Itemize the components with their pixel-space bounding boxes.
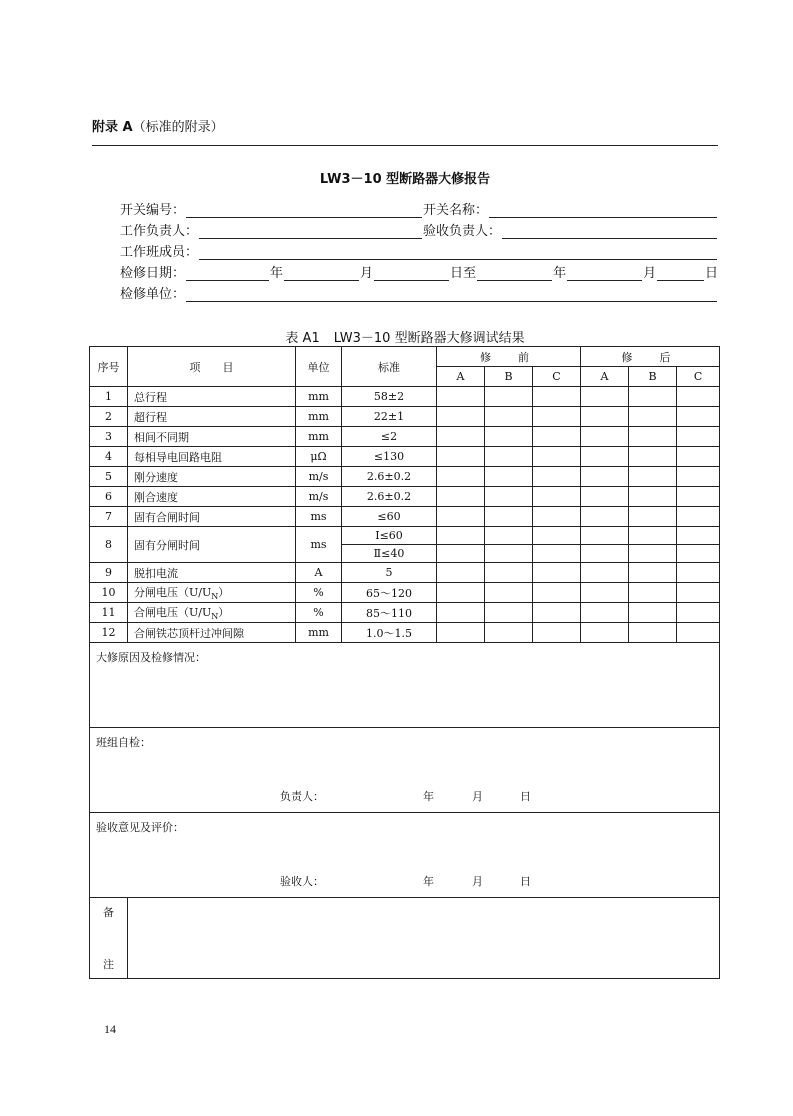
value-cell[interactable] [677, 527, 720, 545]
sign-month: 月 [472, 790, 483, 803]
row-std: 22±1 [342, 407, 437, 427]
row-unit: A [296, 563, 342, 583]
responsible-sign [280, 788, 324, 804]
unit-line[interactable] [186, 289, 717, 302]
value-cell[interactable] [629, 387, 677, 407]
value-cell[interactable] [581, 583, 629, 603]
row-std: 2.6±0.2 [342, 487, 437, 507]
value-cell[interactable] [629, 545, 677, 563]
row-unit: m/s [296, 467, 342, 487]
row-std: Ⅱ≤40 [342, 545, 437, 563]
row-no: 10 [90, 583, 128, 603]
row-item: 相间不同期 [128, 427, 296, 447]
value-cell[interactable] [581, 527, 629, 545]
value-cell[interactable] [629, 563, 677, 583]
acceptor-label: 验收人： [280, 875, 324, 888]
switch-no-label: 开关编号： [120, 203, 186, 218]
value-cell[interactable] [533, 387, 581, 407]
row-item [128, 583, 296, 603]
row-no: 4 [90, 447, 128, 467]
table-row [90, 427, 720, 447]
phase-c-after: C [677, 367, 720, 387]
value-cell[interactable] [677, 487, 720, 507]
value-cell[interactable] [533, 583, 581, 603]
row-unit: mm [296, 427, 342, 447]
row-unit: mm [296, 387, 342, 407]
page-number: 14 [104, 1022, 116, 1036]
value-cell[interactable] [533, 427, 581, 447]
value-cell[interactable] [437, 583, 485, 603]
value-cell[interactable] [437, 545, 485, 563]
accept-leader-line[interactable] [502, 226, 717, 239]
row-std: 85～110 [342, 603, 437, 623]
row-unit: m/s [296, 487, 342, 507]
row-no: 3 [90, 427, 128, 447]
value-cell[interactable] [485, 545, 533, 563]
value-cell[interactable] [677, 583, 720, 603]
sign-day: 日 [520, 790, 531, 803]
row-no: 8 [90, 527, 128, 563]
table-row [90, 407, 720, 427]
switch-name-label: 开关名称： [423, 203, 489, 218]
value-cell[interactable] [629, 467, 677, 487]
value-cell[interactable] [629, 487, 677, 507]
date-label: 检修日期： [120, 266, 186, 281]
value-cell[interactable] [533, 467, 581, 487]
start-year-line[interactable] [186, 268, 269, 281]
row-unit: mm [296, 623, 342, 643]
phase-c-before: C [533, 367, 581, 387]
value-cell[interactable] [533, 563, 581, 583]
self-check-label: 班组自检： [96, 736, 151, 749]
value-cell[interactable] [485, 487, 533, 507]
value-cell[interactable] [437, 387, 485, 407]
value-cell[interactable] [485, 563, 533, 583]
month-label: 月 [643, 266, 657, 281]
table-row [90, 527, 720, 545]
value-cell[interactable] [581, 387, 629, 407]
row-no: 1 [90, 387, 128, 407]
value-cell[interactable] [533, 545, 581, 563]
value-cell[interactable] [437, 487, 485, 507]
remark-char-1: 备 [103, 906, 114, 919]
header-row-1 [90, 347, 720, 367]
row-item-text: 合闸电压（U/U [134, 605, 212, 619]
value-cell[interactable] [629, 527, 677, 545]
year-label: 年 [270, 266, 284, 281]
value-cell[interactable] [533, 447, 581, 467]
value-cell[interactable] [533, 527, 581, 545]
appendix-label: 附录 A [92, 120, 133, 135]
row-unit: μΩ [296, 447, 342, 467]
crew-label: 工作班成员： [120, 245, 199, 260]
accept-leader-label: 验收负责人： [423, 224, 502, 239]
row-no: 11 [90, 603, 128, 623]
day-to-label: 日至 [450, 266, 477, 281]
value-cell[interactable] [677, 467, 720, 487]
report-title: LW3－10 型断路器大修报告 [319, 172, 491, 187]
value-cell[interactable] [677, 623, 720, 643]
work-leader-line[interactable] [199, 226, 422, 239]
row-item-sub: N [211, 612, 219, 622]
table-title: LW3－10 型断路器大修调试结果 [333, 331, 525, 346]
value-cell[interactable] [437, 563, 485, 583]
row-item: 刚合速度 [128, 487, 296, 507]
row-std: 2.6±0.2 [342, 467, 437, 487]
self-check-section [90, 728, 720, 813]
row-item: 合闸铁芯顶杆过冲间隙 [128, 623, 296, 643]
row-std: 5 [342, 563, 437, 583]
value-cell[interactable] [677, 603, 720, 623]
row-unit: % [296, 583, 342, 603]
switch-name-line[interactable] [489, 205, 717, 218]
acceptance-section [90, 813, 720, 898]
row-item: 每相导电回路电阻 [128, 447, 296, 467]
end-year-line[interactable] [477, 268, 552, 281]
phase-b-after: B [629, 367, 677, 387]
row-std: 65～120 [342, 583, 437, 603]
value-cell[interactable] [485, 447, 533, 467]
value-cell[interactable] [677, 545, 720, 563]
switch-no-line[interactable] [186, 205, 422, 218]
day-label: 日 [704, 266, 718, 281]
value-cell[interactable] [485, 623, 533, 643]
field-row-switch [120, 198, 718, 218]
row-no: 12 [90, 623, 128, 643]
start-month-line[interactable] [284, 268, 359, 281]
crew-line[interactable] [199, 247, 717, 260]
value-cell[interactable] [485, 467, 533, 487]
end-month-line[interactable] [567, 268, 642, 281]
table-number: 表 A1 [285, 331, 320, 346]
value-cell[interactable] [629, 583, 677, 603]
month-label: 月 [360, 266, 374, 281]
appendix-note: （标准的附录） [132, 120, 224, 135]
accept-day: 日 [520, 875, 531, 888]
row-no: 7 [90, 507, 128, 527]
row-std: ≤2 [342, 427, 437, 447]
row-unit: ms [296, 527, 342, 563]
value-cell[interactable] [677, 427, 720, 447]
table-row [90, 467, 720, 487]
value-cell[interactable] [677, 563, 720, 583]
overhaul-section [90, 643, 720, 728]
row-item: 总行程 [128, 387, 296, 407]
value-cell[interactable] [629, 507, 677, 527]
value-cell[interactable] [533, 623, 581, 643]
value-cell[interactable] [581, 563, 629, 583]
value-cell[interactable] [437, 427, 485, 447]
work-leader-label: 工作负责人： [120, 224, 199, 239]
value-cell[interactable] [437, 467, 485, 487]
table-row [90, 583, 720, 603]
phase-a-after: A [581, 367, 629, 387]
accept-month: 月 [472, 875, 483, 888]
field-row-leaders [120, 219, 718, 239]
self-check-cell[interactable] [90, 728, 720, 813]
row-unit: % [296, 603, 342, 623]
row-std: ≤60 [342, 507, 437, 527]
sign-year: 年 [423, 790, 434, 803]
value-cell[interactable] [581, 603, 629, 623]
value-cell[interactable] [677, 387, 720, 407]
table-caption [92, 327, 718, 346]
value-cell[interactable] [581, 623, 629, 643]
value-cell[interactable] [485, 583, 533, 603]
header-standard: 标准 [342, 347, 437, 387]
table-row [90, 447, 720, 467]
row-item-text: 分闸电压（U/U [134, 585, 212, 599]
value-cell[interactable] [485, 387, 533, 407]
row-std: ≤130 [342, 447, 437, 467]
value-cell[interactable] [485, 603, 533, 623]
table-row [90, 507, 720, 527]
header-rule [92, 145, 718, 146]
value-cell[interactable] [437, 407, 485, 427]
value-cell[interactable] [677, 507, 720, 527]
row-item-end: ） [218, 585, 230, 599]
start-day-line[interactable] [374, 268, 449, 281]
acceptance-cell[interactable] [90, 813, 720, 898]
year-label: 年 [553, 266, 567, 281]
end-day-line[interactable] [657, 268, 704, 281]
responsible-label: 负责人： [280, 790, 324, 803]
row-item: 刚分速度 [128, 467, 296, 487]
value-cell[interactable] [581, 447, 629, 467]
row-item: 脱扣电流 [128, 563, 296, 583]
table-row [90, 563, 720, 583]
results-table [89, 346, 720, 979]
row-item-sub: N [211, 592, 219, 602]
value-cell[interactable] [437, 447, 485, 467]
remark-content-cell[interactable] [128, 898, 720, 979]
value-cell[interactable] [437, 623, 485, 643]
row-item: 固有分闸时间 [128, 527, 296, 563]
value-cell[interactable] [677, 407, 720, 427]
table-row [90, 487, 720, 507]
value-cell[interactable] [437, 527, 485, 545]
phase-b-before: B [485, 367, 533, 387]
value-cell[interactable] [533, 487, 581, 507]
remark-char-2: 注 [103, 958, 114, 971]
value-cell[interactable] [437, 603, 485, 623]
value-cell[interactable] [581, 507, 629, 527]
overhaul-cell[interactable] [90, 643, 720, 728]
row-no: 9 [90, 563, 128, 583]
value-cell[interactable] [485, 407, 533, 427]
row-std: 1.0～1.5 [342, 623, 437, 643]
table-row [90, 603, 720, 623]
table-row [90, 387, 720, 407]
header-before: 修 前 [437, 347, 581, 367]
value-cell[interactable] [533, 507, 581, 527]
value-cell[interactable] [533, 603, 581, 623]
value-cell[interactable] [485, 527, 533, 545]
row-std: Ⅰ≤60 [342, 527, 437, 545]
header-seq: 序号 [90, 347, 128, 387]
field-row-crew [120, 240, 718, 260]
value-cell[interactable] [629, 427, 677, 447]
header-item: 项 目 [128, 347, 296, 387]
accept-year: 年 [423, 875, 434, 888]
value-cell[interactable] [581, 545, 629, 563]
value-cell[interactable] [485, 427, 533, 447]
value-cell[interactable] [581, 487, 629, 507]
value-cell[interactable] [629, 603, 677, 623]
value-cell[interactable] [629, 407, 677, 427]
row-unit: ms [296, 507, 342, 527]
value-cell[interactable] [629, 623, 677, 643]
row-std: 58±2 [342, 387, 437, 407]
value-cell[interactable] [581, 427, 629, 447]
value-cell[interactable] [437, 507, 485, 527]
field-row-date [120, 261, 718, 281]
acceptance-label: 验收意见及评价： [96, 821, 184, 834]
row-no: 6 [90, 487, 128, 507]
row-item [128, 603, 296, 623]
table-row [90, 623, 720, 643]
row-unit: mm [296, 407, 342, 427]
value-cell[interactable] [629, 447, 677, 467]
header-unit: 单位 [296, 347, 342, 387]
row-no: 5 [90, 467, 128, 487]
row-no: 2 [90, 407, 128, 427]
value-cell[interactable] [485, 507, 533, 527]
value-cell[interactable] [581, 467, 629, 487]
row-item: 固有合闸时间 [128, 507, 296, 527]
overhaul-label: 大修原因及检修情况： [96, 651, 206, 664]
header-after: 修 后 [581, 347, 720, 367]
value-cell[interactable] [677, 447, 720, 467]
acceptor-sign [280, 873, 324, 889]
value-cell[interactable] [533, 407, 581, 427]
remark-label-cell [90, 898, 128, 979]
phase-a-before: A [437, 367, 485, 387]
field-row-unit [120, 282, 718, 302]
row-item-end: ） [218, 605, 230, 619]
remark-section [90, 898, 720, 979]
unit-label: 检修单位： [120, 287, 186, 302]
appendix-heading [92, 116, 224, 135]
value-cell[interactable] [581, 407, 629, 427]
row-item: 超行程 [128, 407, 296, 427]
